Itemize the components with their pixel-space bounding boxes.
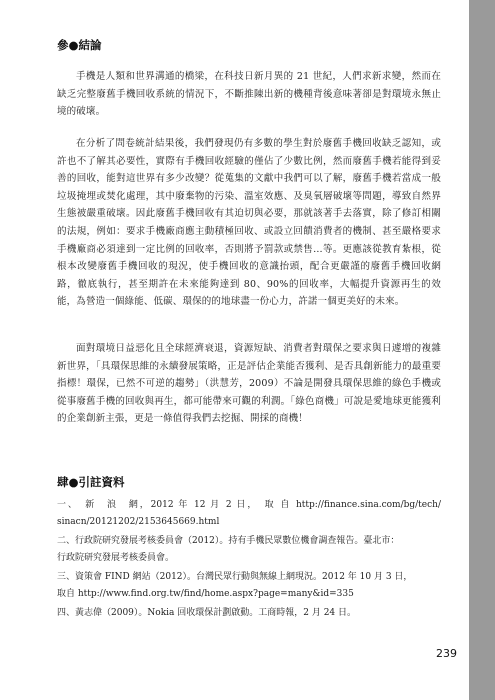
reference-line: 行政院研究發展考核委員會。: [57, 553, 175, 563]
reference-line: 二、行政院研究發展考核委員會（2012）。持有手機民眾數位機會調查報告。臺北市：: [57, 536, 400, 546]
reference-line: 四、黃志偉（2009）。Nokia 回收環保計劃啟動。工商時報，2 月 24 日。: [57, 608, 357, 618]
page-edge-bar: [469, 0, 495, 700]
reference-item-2: [57, 533, 441, 567]
conclusion-paragraph-1: 手機是人類和世界溝通的橋梁，在科技日新月異的 21 世紀，人們求新求變，然而在缺乏完整廢舊手機回收系統的情況下，不斷推陳出新的機種背後意味著卻是對環境永無止境的破壞。: [57, 71, 441, 118]
reference-item-1: [57, 497, 441, 531]
reference-item-3: [57, 569, 441, 603]
reference-line: 三、資策會 FIND 網站（2012）。台灣民眾行動與無線上網現況。2012 年 10 月 3 日，: [57, 572, 413, 582]
conclusion-heading: 參●結論: [57, 38, 102, 52]
references-heading: 肆●引註資料: [57, 475, 125, 489]
reference-line: sinacn/20121202/2153645669.html: [57, 517, 220, 527]
page-number: 239: [436, 647, 457, 660]
reference-item-4: [57, 605, 441, 622]
reference-line: 取自 http://www.find.org.tw/find/home.aspx?page=many&id=335: [57, 589, 354, 599]
conclusion-paragraph-2: 在分析了問卷統計結果後，我們發現仍有多數的學生對於廢舊手機回收缺乏認知，或許也不了解其必要性，實際有手機回收經驗的僅佔了少數比例，然而廢舊手機若能得到妥善的回收，能對這世界有多少改變？從蒐集的文獻中我們可以了解，廢舊手機若當成一般垃圾掩埋或焚化處理，其中廢棄物的污染、溫室效應、及臭氧層破壞等問題，導致自然界生態被嚴重破壞。因此廢舊手機回收有其迫切與必要，那就該著手去落實，除了修訂相關的法規，例如：要求手機廠商應主動積極回收、或設立回饋消費者的機制、甚至嚴格要求手機廠商必須達到一定比例的回收率，否則將予罰款或禁售…等。更應該從教育紮根，從根本改變廢舊手機回收的現況，使手機回收的意識抬頭，配合更嚴謹的廢舊手機回收網路，徹底執行，甚至期許在未來能夠達到 80、90%的回收率，大幅提升資源再生的效能，為營造一個綠能、低碳、環保的的地球盡一份心力，許諾一個更美好的未來。: [57, 138, 441, 308]
reference-line: 一、 新 浪 網，2012 年 12 月 2 日， 取 自 http://finance.sina.com/bg/tech/: [57, 500, 441, 510]
conclusion-paragraph-3: 面對環境日益惡化且全球經濟衰退，資源短缺、消費者對環保之要求與日遽增的複雜新世界，「具環保思維的永續發展策略，正是評估企業能否獲利、是否具創新能力的最重要指標！環保，已然不可逆的趨勢」（洪慧芳，2009）不論是開發具環保思維的綠色手機或從事廢舊手機的回收與再生，都可能帶來可觀的利潤。「綠色商機」可說是愛地球更能獲利的企業創新主張，更是一條值得我們去挖掘、開採的商機！: [57, 343, 441, 425]
